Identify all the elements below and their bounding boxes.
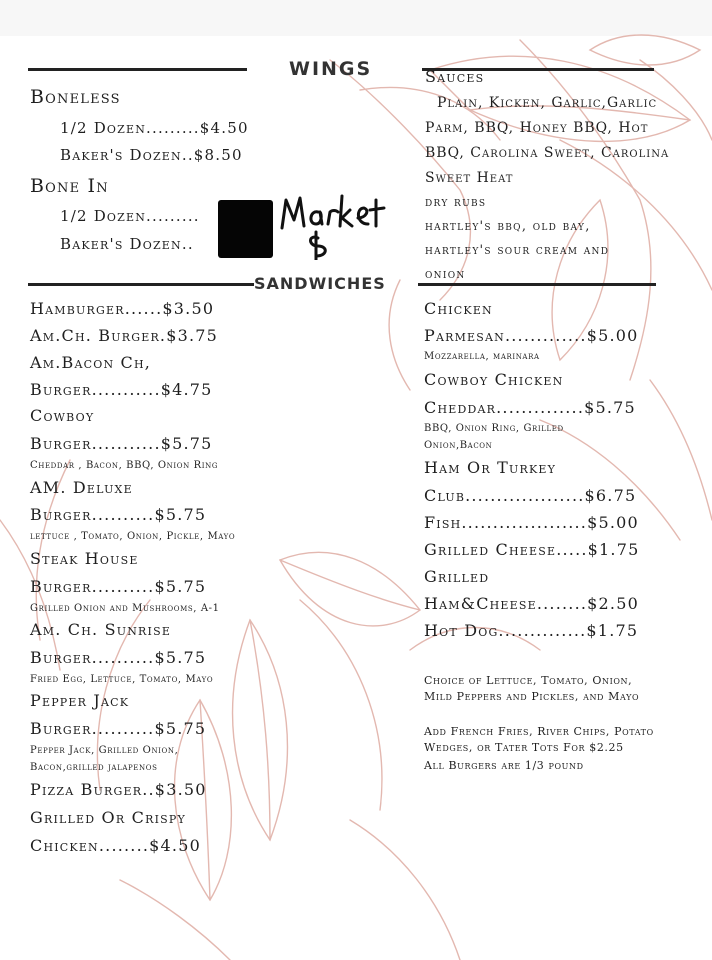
boneless-heading: Boneless xyxy=(30,86,121,108)
menu-item: Am. Ch. Sunrise xyxy=(30,620,172,639)
menu-item: Hot Dog..............$1.75 xyxy=(424,621,639,640)
menu-item: Parmesan.............$5.00 xyxy=(424,326,639,345)
dry-rubs-heading: dry rubs xyxy=(425,195,487,210)
menu-item: Ham Or Turkey xyxy=(424,458,557,477)
boneless-half-dozen: 1/2 Dozen.........$4.50 xyxy=(60,119,249,137)
menu-item: Steak House xyxy=(30,549,139,568)
menu-item: Burger..........$5.75 xyxy=(30,648,207,667)
menu-item: Grilled Or Crispy xyxy=(30,808,186,827)
menu-item: Burger...........$4.75 xyxy=(30,380,213,399)
menu-item: Burger...........$5.75 xyxy=(30,434,213,453)
menu-item: Pizza Burger..$3.50 xyxy=(30,780,207,799)
handwritten-market-price xyxy=(278,190,408,260)
dry-rubs-line-3: onion xyxy=(425,267,466,282)
wings-title: WINGS xyxy=(289,58,373,80)
menu-item: Burger..........$5.75 xyxy=(30,719,207,738)
menu-item: Club...................$6.75 xyxy=(424,486,637,505)
menu-item: Am.Ch. Burger.$3.75 xyxy=(30,326,219,345)
redaction-mark xyxy=(218,200,273,258)
top-margin-band xyxy=(0,0,712,36)
menu-item: Chicken........$4.50 xyxy=(30,836,201,855)
sauce-line-3: BBQ, Carolina Sweet, Carolina xyxy=(425,145,670,161)
menu-item-description: Onion,Bacon xyxy=(424,440,493,451)
menu-item: Fish....................$5.00 xyxy=(424,513,639,532)
sauce-line-1: Plain, Kicken, Garlic,Garlic xyxy=(437,95,658,111)
menu-item: Ham&Cheese........$2.50 xyxy=(424,594,639,613)
menu-item: Am.Bacon Ch, xyxy=(30,353,152,372)
bone-in-bakers-dozen: Baker's Dozen.. xyxy=(60,235,194,253)
menu-item: AM. Deluxe xyxy=(30,478,133,497)
menu-item: Cheddar..............$5.75 xyxy=(424,398,636,417)
menu-item: Cowboy Chicken xyxy=(424,370,564,389)
bone-in-half-dozen: 1/2 Dozen......... xyxy=(60,207,200,225)
menu-item: Cowboy xyxy=(30,406,95,425)
menu-item-description: Cheddar , Bacon, BBQ, Onion Ring xyxy=(30,460,219,471)
menu-item: Pepper Jack xyxy=(30,691,130,710)
menu-item-description: lettuce , Tomato, Onion, Pickle, Mayo xyxy=(30,531,236,542)
sauces-heading: Sauces xyxy=(425,67,485,86)
menu-item-description: Mozzarella, marinara xyxy=(424,351,540,362)
menu-item-description: BBQ, Onion Ring, Grilled xyxy=(424,423,564,434)
menu-item-description: Bacon,grilled jalapenos xyxy=(30,762,158,773)
bone-in-heading: Bone In xyxy=(30,175,109,197)
menu-item-description: Grilled Onion and Mushrooms, A-1 xyxy=(30,603,220,614)
sandwiches-title: SANDWICHES xyxy=(254,274,386,293)
sandwiches-rule-right xyxy=(418,283,656,286)
sauce-line-4: Sweet Heat xyxy=(425,170,514,186)
menu-item-description: Pepper Jack, Grilled Onion, xyxy=(30,745,179,756)
burger-size-note: All Burgers are 1/3 pound xyxy=(424,759,584,772)
menu-item: Burger..........$5.75 xyxy=(30,577,207,596)
sauce-line-2: Parm, BBQ, Honey BBQ, Hot xyxy=(425,120,649,136)
menu-item: Hamburger......$3.50 xyxy=(30,299,215,318)
sandwiches-rule-left xyxy=(28,283,254,286)
dry-rubs-line-2: hartley's sour cream and xyxy=(425,243,610,258)
toppings-note: Mild Peppers and Pickles, and Mayo xyxy=(424,690,640,703)
menu-item-description: Fried Egg, Lettuce, Tomato, Mayo xyxy=(30,674,214,685)
sides-note: Add French Fries, River Chips, Potato xyxy=(424,725,654,738)
menu-item: Chicken xyxy=(424,299,493,318)
dry-rubs-line-1: hartley's bbq, old bay, xyxy=(425,219,591,234)
boneless-bakers-dozen: Baker's Dozen..$8.50 xyxy=(60,146,243,164)
menu-item: Grilled xyxy=(424,567,490,586)
sides-note: Wedges, or Tater Tots For $2.25 xyxy=(424,741,624,754)
toppings-note: Choice of Lettuce, Tomato, Onion, xyxy=(424,674,633,687)
wings-rule-left xyxy=(28,68,247,71)
menu-item: Grilled Cheese.....$1.75 xyxy=(424,540,640,559)
menu-item: Burger..........$5.75 xyxy=(30,505,207,524)
